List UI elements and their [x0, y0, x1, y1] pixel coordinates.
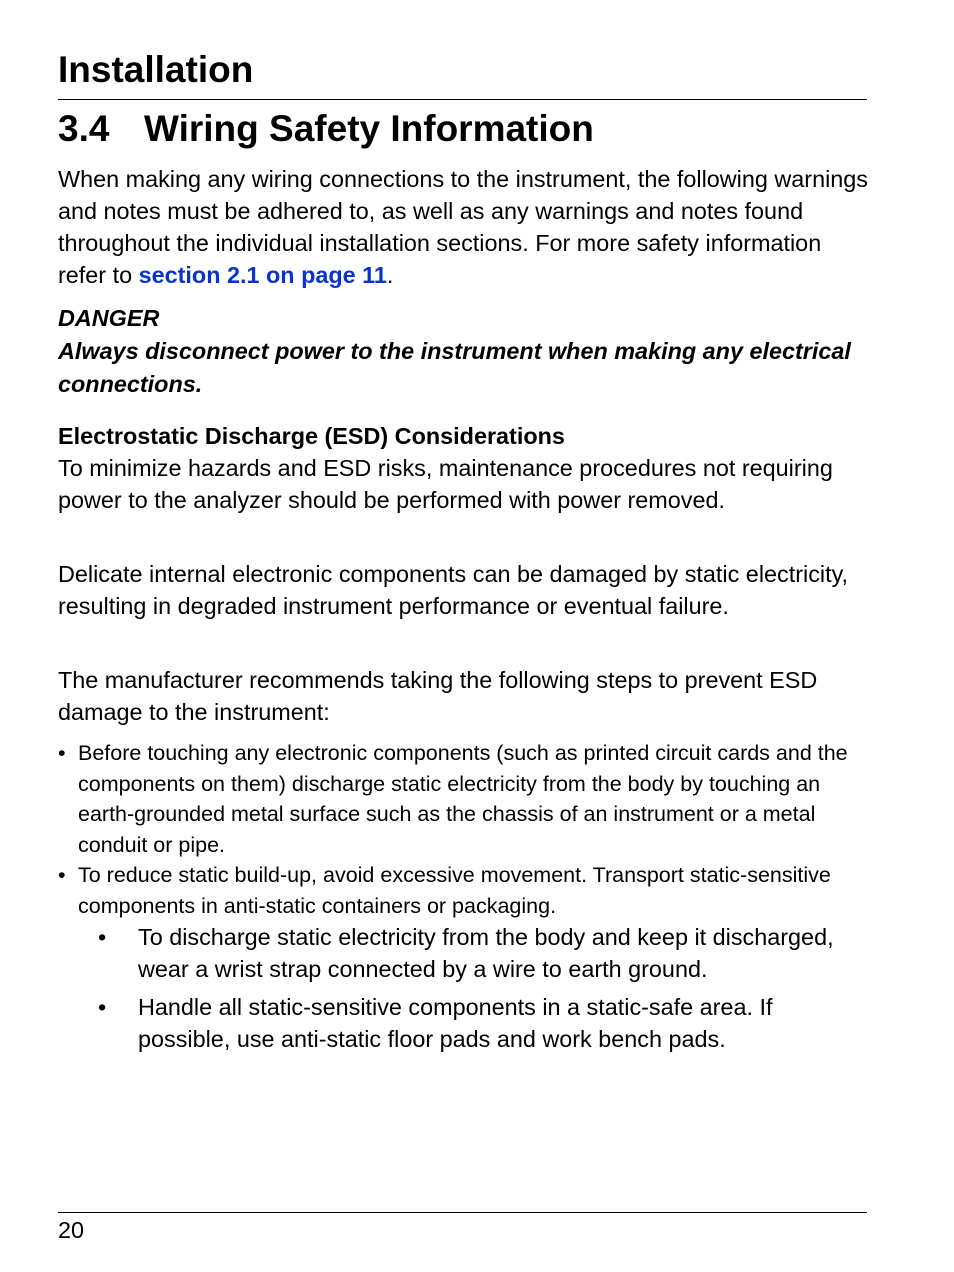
list-item	[58, 860, 868, 921]
list-item-text: Before touching any electronic components (such as printed circuit cards and the components on them) discharge static electricity from the body by touching an earth-grounded metal surface such as the chassis of an instrument or a metal conduit or pipe.	[78, 741, 848, 857]
chapter-title: Installation	[58, 49, 254, 90]
esd-paragraph-3: The manufacturer recommends taking the following steps to prevent ESD damage to the instrument:	[58, 667, 818, 725]
danger-notice	[58, 302, 868, 401]
esd-paragraph-2: Delicate internal electronic components can be damaged by static electricity, resulting in degraded instrument performance or eventual failure.	[58, 561, 849, 619]
intro-paragraph	[58, 163, 868, 291]
footer-rule	[58, 1212, 867, 1213]
danger-text: Always disconnect power to the instrument when making any electrical connections.	[58, 338, 851, 397]
danger-label: DANGER	[58, 305, 160, 331]
list-item	[98, 921, 868, 985]
esd-indented-steps-list	[98, 921, 868, 1061]
list-item-text: Handle all static-sensitive components in a static-safe area. If possible, use anti-static floor pads and work bench pads.	[138, 994, 773, 1052]
intro-text-end: .	[386, 262, 394, 288]
esd-paragraph-1: To minimize hazards and ESD risks, maintenance procedures not requiring power to the analyzer should be performed with power removed.	[58, 455, 833, 513]
bullet: •	[98, 924, 107, 950]
page-number: 20	[58, 1217, 85, 1243]
section-number: 3.4	[58, 108, 110, 149]
bullet: •	[98, 994, 107, 1020]
intro-text: When making any wiring connections to the instrument, the following warnings and notes must be adhered to, as well as any warnings and notes found throughout the individual installation sections. For more safety information refer to	[58, 166, 868, 288]
esd-steps-list	[58, 738, 868, 921]
esd-heading: Electrostatic Discharge (ESD) Considerations	[58, 423, 565, 449]
bullet: •	[58, 741, 66, 765]
list-item-text: To reduce static build-up, avoid excessive movement. Transport static-sensitive components in anti-static containers or packaging.	[78, 863, 831, 918]
section-title-text: Wiring Safety Information	[144, 108, 594, 149]
header-rule	[58, 99, 867, 100]
list-item-text: To discharge static electricity from the body and keep it discharged, wear a wrist strap connected by a wire to earth ground.	[138, 924, 834, 982]
list-item	[98, 991, 868, 1055]
bullet: •	[58, 863, 66, 887]
list-item	[58, 738, 868, 860]
section-reference-link[interactable]: section 2.1 on page 11	[138, 262, 387, 288]
section-title	[58, 106, 594, 152]
